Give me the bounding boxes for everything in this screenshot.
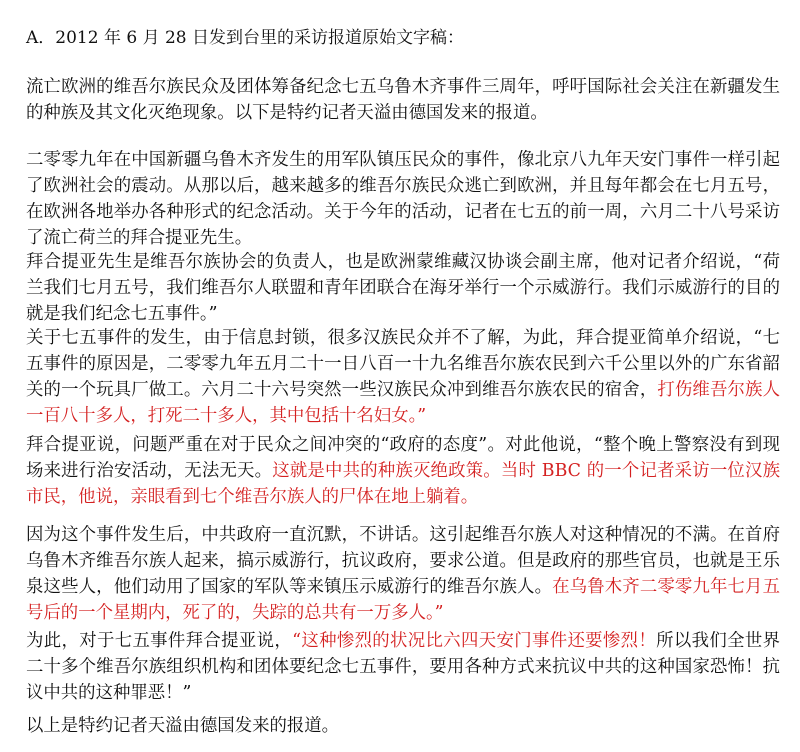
- paragraph-event-cause: [26, 325, 780, 429]
- paragraph-text: 二零零九年在中国新疆乌鲁木齐发生的用军队镇压民众的事件，像北京八九年天安门事件一样引起了欧洲社会的震动。从那以后，越来越多的维吾尔族民众逃亡到欧洲，并且每年都会在七月五号，在欧洲各地举办各种形式的纪念活动。关于今年的活动，记者在七五的前一周，六月二十八号采访了流亡荷兰的拜合提亚先生。: [26, 150, 780, 248]
- highlighted-text: 这就是中共的种族灭绝政策。当时 BBC 的一个记者采访一位汉族市民，他说，亲眼看到七个维吾尔族人的尸体在地上躺着。: [26, 461, 780, 507]
- paragraph-government-attitude: [26, 432, 780, 510]
- paragraph-interview-intro: [26, 249, 780, 327]
- paragraph-background: [26, 147, 780, 251]
- paragraph-text: 所以我们全世界二十多个维吾尔族组织机构和团体要纪念七五事件，要用各种方式来抗议中共的这种国家恐怖！抗议中共的这种罪恶！”: [26, 631, 780, 703]
- paragraph-text: 关于七五事件的发生，由于信息封锁，很多汉族民众并不了解，为此，拜合提亚简单介绍说，“七五事件的原因是，二零零九年五月二十一日八百一十九名维吾尔族农民到六千公里以外的广东省韶关的一个玩具厂做工。六月二十六号突然一些汉族民众冲到维吾尔族农民的宿舍，: [26, 328, 780, 400]
- paragraph-text: 为此，对于七五事件拜合提亚说，: [26, 631, 293, 651]
- paragraph-closing: [26, 713, 780, 739]
- highlighted-text: “这种惨烈的状况比六四天安门事件还要惨烈！: [292, 631, 657, 651]
- paragraph-protest-call: [26, 628, 780, 706]
- highlighted-text: 打伤维吾尔族人一百八十多人，打死二十多人，其中包括十名妇女。”: [26, 380, 780, 426]
- paragraph-text: 因为这个事件发生后，中共政府一直沉默，不讲话。这引起维吾尔族人对这种情况的不满。在首府乌鲁木齐维吾尔族人起来，搞示威游行，抗议政府，要求公道。但是政府的那些官员，也就是王乐泉这些人，他们动用了国家的军队等来镇压示威游行的维吾尔族人。: [26, 525, 780, 597]
- paragraph-intro: [26, 74, 780, 126]
- paragraph-text: 拜合提亚先生是维吾尔族协会的负责人，也是欧洲蒙维藏汉协谈会副主席，他对记者介绍说，“荷兰我们七月五号，我们维吾尔人联盟和青年团联合在海牙举行一个示威游行。我们示威游行的目的就是我们纪念七五事件。”: [26, 252, 780, 324]
- highlighted-text: 在乌鲁木齐二零零九年七月五号后的一个星期内，死了的，失踪的总共有一万多人。”: [26, 577, 780, 623]
- document-heading: A．2012 年 6 月 28 日发到台里的采访报道原始文字稿：: [26, 28, 465, 48]
- paragraph-text: 以上是特约记者天溢由德国发来的报道。: [26, 716, 340, 736]
- paragraph-text: 流亡欧洲的维吾尔族民众及团体筹备纪念七五乌鲁木齐事件三周年，呼吁国际社会关注在新疆发生的种族及其文化灭绝现象。以下是特约记者天溢由德国发来的报道。: [26, 77, 780, 123]
- paragraph-text: 拜合提亚说，问题严重在对于民众之间冲突的“政府的态度”。对此他说，“整个晚上警察没有到现场来进行治安活动，无法无天。: [26, 435, 780, 481]
- paragraph-crackdown: [26, 522, 780, 626]
